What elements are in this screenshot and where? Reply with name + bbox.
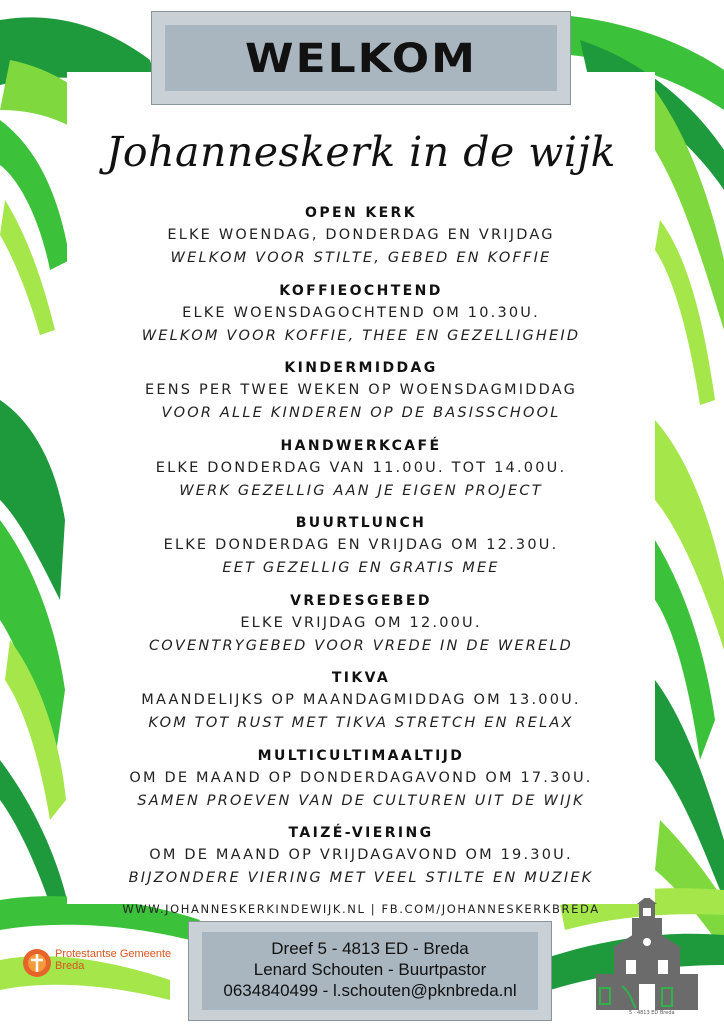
event-schedule: MAANDELIJKS OP MAANDAGMIDDAG OM 13.00U. (141, 692, 581, 708)
event-item (67, 203, 655, 281)
event-item (67, 668, 655, 746)
church-illustration-icon (592, 898, 702, 1016)
event-title: TAIZÉ-VIERING (288, 825, 434, 841)
event-title: KINDERMIDDAG (284, 360, 438, 376)
event-title: HANDWERKCAFÉ (280, 437, 442, 454)
protestantse-gemeente-logo-icon (22, 948, 52, 978)
event-list (67, 203, 655, 901)
event-item (67, 281, 655, 359)
event-title: MULTICULTIMAALTIJD (257, 747, 465, 764)
contact-box (202, 932, 538, 1010)
event-schedule: ELKE WOENDAG, DONDERDAG EN VRIJDAG (167, 227, 555, 243)
event-description: COVENTRYGEBED VOOR VREDE IN DE WERELD (148, 637, 574, 654)
event-schedule: ELKE WOENSDAGOCHTEND OM 10.30U. (182, 304, 540, 321)
protestantse-gemeente-logo (22, 948, 182, 978)
event-item (67, 591, 655, 669)
welcome-banner (151, 11, 571, 105)
logo-text (55, 948, 171, 972)
welcome-box (165, 25, 557, 91)
event-description: BIJZONDERE VIERING MET VEEL STILTE EN MUZIEK (128, 870, 594, 886)
contact-person: Lenard Schouten - Buurtpastor (253, 960, 487, 979)
event-schedule: ELKE DONDERDAG VAN 11.00U. TOT 14.00U. (155, 459, 567, 476)
event-schedule: ELKE DONDERDAG EN VRIJDAG OM 12.30U. (163, 537, 559, 553)
event-description: WERK GEZELLIG AAN JE EIGEN PROJECT (179, 482, 543, 499)
contact-phone-email: 0634840499 - l.schouten@pknbreda.nl (223, 981, 517, 1000)
website-links: WWW.JOHANNESKERKINDEWIJK.NL | FB.COM/JOHANNESKERKBREDA (122, 902, 600, 916)
event-item (67, 436, 655, 514)
event-schedule: OM DE MAAND OP VRIJDAGAVOND OM 19.30U. (149, 847, 573, 863)
welcome-heading: WELKOM (245, 34, 477, 82)
church-caption: 5 · 4813 ED Breda (629, 1010, 675, 1016)
event-title: OPEN KERK (305, 205, 417, 221)
event-description: SAMEN PROEVEN VAN DE CULTUREN UIT DE WIJK (137, 792, 585, 809)
event-item (67, 746, 655, 824)
logo-name: Protestantse Gemeente (55, 948, 172, 960)
event-title: VREDESGEBED (290, 592, 432, 609)
event-description: WELKOM VOOR STILTE, GEBED EN KOFFIE (170, 250, 552, 266)
logo-city: Breda (55, 960, 85, 972)
event-schedule: ELKE VRIJDAG OM 12.00U. (240, 614, 482, 631)
contact-address: Dreef 5 - 4813 ED - Breda (271, 939, 469, 958)
event-item (67, 823, 655, 901)
event-description: KOM TOT RUST MET TIKVA STRETCH EN RELAX (148, 715, 574, 731)
event-description: EET GEZELLIG EN GRATIS MEE (222, 560, 500, 576)
event-schedule: EENS PER TWEE WEKEN OP WOENSDAGMIDDAG (144, 382, 578, 398)
event-item (67, 513, 655, 591)
event-title: BUURTLUNCH (295, 515, 427, 531)
event-description: WELKOM VOOR KOFFIE, THEE EN GEZELLIGHEID (141, 327, 581, 344)
event-title: KOFFIEOCHTEND (279, 282, 443, 299)
event-schedule: OM DE MAAND OP DONDERDAGAVOND OM 17.30U. (129, 769, 593, 786)
event-title: TIKVA (331, 670, 391, 686)
contact-banner (188, 921, 552, 1021)
page-title: Johanneskerk in de wijk (105, 128, 617, 176)
event-item (67, 358, 655, 436)
event-description: VOOR ALLE KINDEREN OP DE BASISSCHOOL (161, 405, 561, 421)
